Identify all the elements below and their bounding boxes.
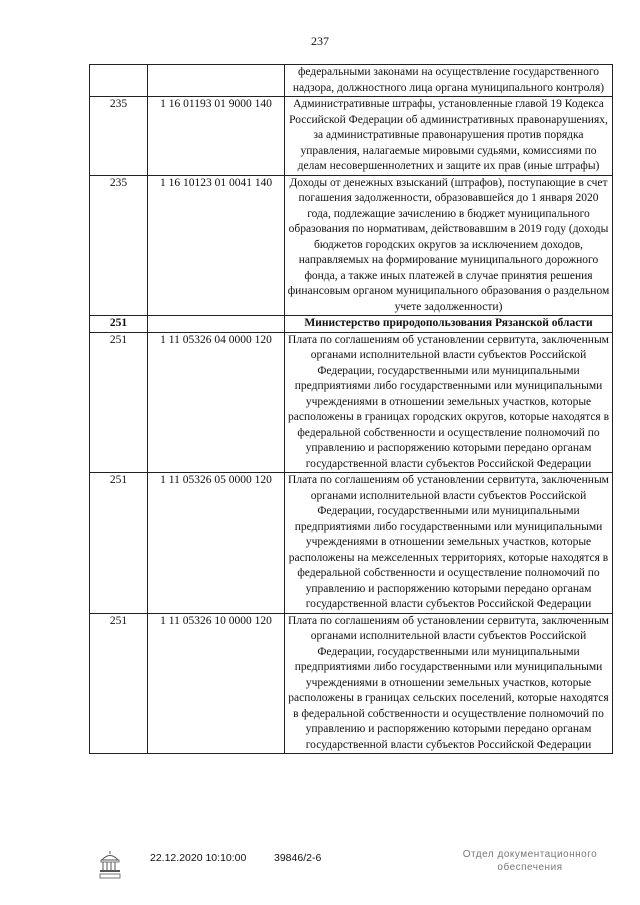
kbk-code-cell: 1 16 10123 01 0041 140: [148, 175, 285, 316]
table-row: [90, 65, 613, 97]
table-row: [90, 175, 613, 316]
table-row: [90, 613, 613, 754]
department-stamp: [440, 848, 620, 874]
admin-code-cell: 251: [90, 613, 148, 754]
revenue-name-cell: Плата по соглашениям об установлении сервитута, заключенным органами исполнительной власти субъектов Российской Федерации, государственными или муниципальными предприятиями либо государственными или муниципальными учреждениями в отношении земельных участков, которые расположены в границах городских округов, которые находятся в федеральной собственности и осуществление полномочий по управлению и распоряжению которыми передано органам государственной власти субъектов Российской Федерации: [285, 332, 613, 473]
revenue-name-cell: Плата по соглашениям об установлении сервитута, заключенным органами исполнительной власти субъектов Российской Федерации, государственными или муниципальными предприятиями либо государственными или муниципальными учреждениями в отношении земельных участков, которые расположены в границах сельских поселений, которые находятся в федеральной собственности и осуществление полномочий по управлению и распоряжению которыми передано органам государственной власти субъектов Российской Федерации: [285, 613, 613, 754]
revenue-name-cell: Административные штрафы, установленные главой 19 Кодекса Российской Федерации об административных правонарушениях, за административные правонарушения против порядка управления, налагаемые мировыми судьями, комиссиями по делам несовершеннолетних и защите их прав (иные штрафы): [285, 97, 613, 176]
revenue-name-cell: Плата по соглашениям об установлении сервитута, заключенным органами исполнительной власти субъектов Российской Федерации, государственными или муниципальными предприятиями либо государственными или муниципальными учреждениями в отношении земельных участков, которые расположены на межселенных территориях, которые находятся в федеральной собственности и осуществление полномочий по управлению и распоряжению которыми передано органам государственной власти субъектов Российской Федерации: [285, 473, 613, 614]
table-row: [90, 97, 613, 176]
table-row: [90, 332, 613, 473]
document-number: 39846/2-6: [274, 852, 322, 864]
page-footer: [0, 848, 640, 888]
revenue-codes-table: [89, 64, 613, 754]
admin-code-cell: 251: [90, 316, 148, 333]
page-number: 237: [311, 34, 329, 48]
administrator-name-cell: Министерство природопользования Рязанской области: [285, 316, 613, 333]
stamp-line: Отдел документационного: [462, 849, 598, 860]
kbk-code-cell: [148, 316, 285, 333]
registration-datetime: 22.12.2020 10:10:00: [150, 852, 247, 864]
admin-code-cell: 235: [90, 97, 148, 176]
duma-building-icon: [98, 850, 122, 880]
kbk-code-cell: [148, 65, 285, 97]
admin-code-cell: 251: [90, 473, 148, 614]
admin-code-cell: 251: [90, 332, 148, 473]
revenue-name-cell: федеральными законами на осуществление государственного надзора, должностного лица органа муниципального контроля): [285, 65, 613, 97]
stamp-line: обеспечения: [497, 862, 563, 873]
admin-code-cell: [90, 65, 148, 97]
table-row-section-header: [90, 316, 613, 333]
revenue-name-cell: Доходы от денежных взысканий (штрафов), поступающие в счет погашения задолженности, образовавшейся до 1 января 2020 года, подлежащие зачислению в бюджет муниципального образования по нормативам, действовавшим в 2019 году (доходы бюджетов городских округов за исключением доходов, направляемых на формирование муниципального дорожного фонда, а также иных платежей в случае принятия решения финансовым органом муниципального образования о раздельном учете задолженности): [285, 175, 613, 316]
kbk-code-cell: 1 11 05326 04 0000 120: [148, 332, 285, 473]
kbk-code-cell: 1 11 05326 10 0000 120: [148, 613, 285, 754]
kbk-code-cell: 1 16 01193 01 9000 140: [148, 97, 285, 176]
table-row: [90, 473, 613, 614]
admin-code-cell: 235: [90, 175, 148, 316]
kbk-code-cell: 1 11 05326 05 0000 120: [148, 473, 285, 614]
